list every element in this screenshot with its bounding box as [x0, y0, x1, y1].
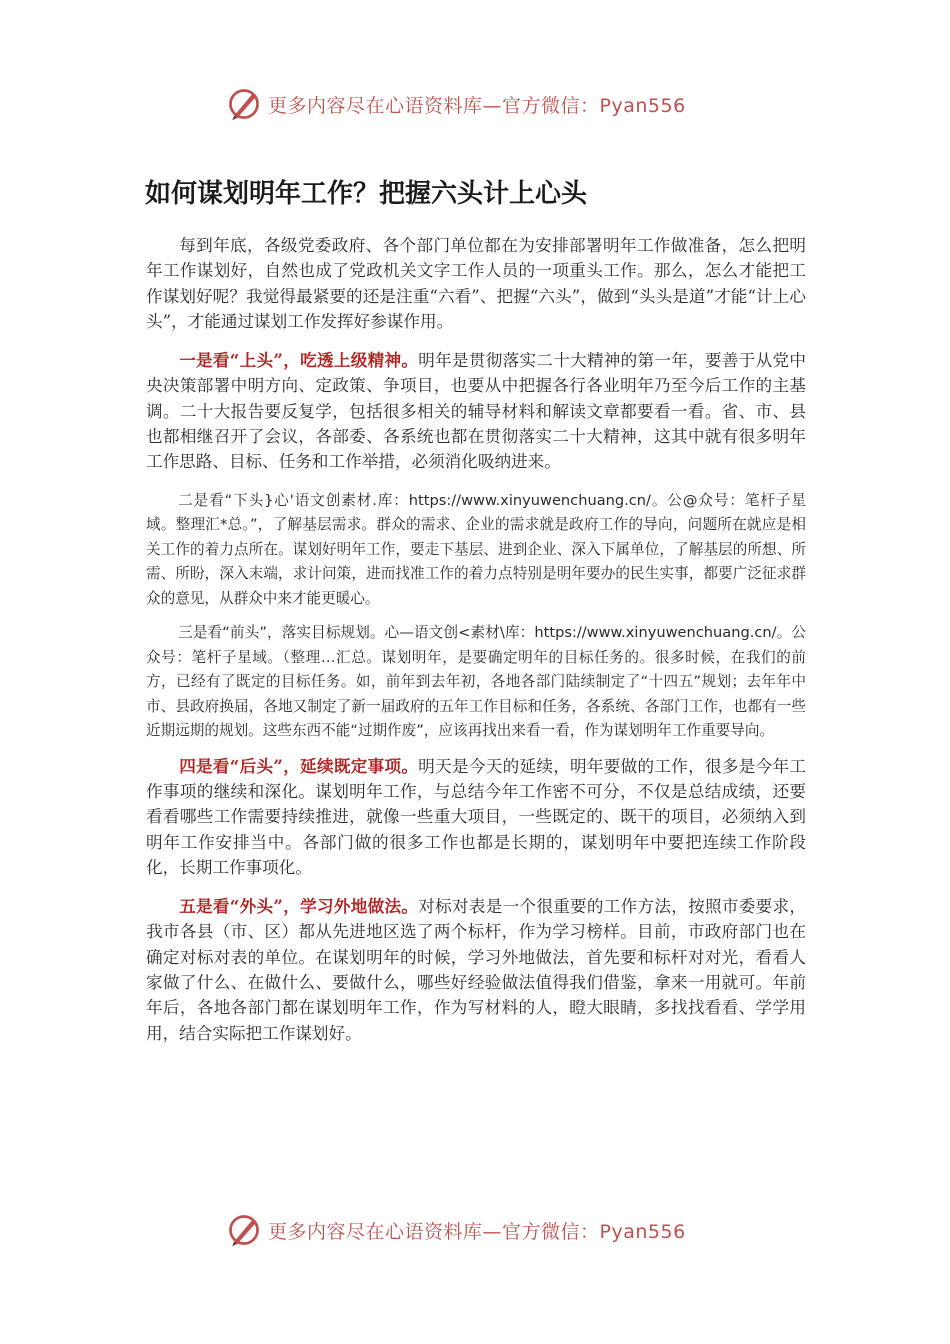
paragraph-text: 明年是贯彻落实二十大精神的第一年，要善于从党中央决策部署中明方向、定政策、争项目，也要从中把握各行各业明年乃至今后工作的主基调。二十大报告要反复学，包括很多相关的辅导材料和解读文章都要看一看。省、市、县也都相继召开了会议，各部委、各系统也都在贯彻落实二十大精神，这其中就有很多明年工作思路、目标、任务和工作举措，必须消化吸纳进来。 [146, 351, 807, 472]
paragraph-intro [146, 233, 806, 334]
paragraph-3 [146, 621, 806, 744]
paragraph-4 [146, 754, 806, 880]
paragraph-5 [146, 894, 806, 1046]
paragraph-text: 三是看“前头”，落实目标规划。心—语文创<素材\库：https://www.xinyuwenchuang.cn/。公众号：笔杆子星域。（整理…汇总。谋划明年，是要确定明年的目标任务的。很多时候，在我们的前方，已经有了既定的目标任务。如，前年到去年初，各地各部门陆续制定了“十四五”规划；去年年中市、县政府换届，各地又制定了新一届政府的五年工作目标和任务，各系统、各部门工作，也都有一些近期远期的规划。这些东西不能“过期作废”，应该再找出来看一看，作为谋划明年工作重要导向。 [146, 624, 806, 740]
paragraph-heading: 一是看“上头”，吃透上级精神。 [179, 350, 419, 371]
article-body [146, 233, 806, 1060]
header-banner [226, 84, 726, 124]
paragraph-text: 对标对表是一个很重要的工作方法，按照市委要求，我市各县（市、区）都从先进地区选了两个标杆，作为学习榜样。目前，市政府部门也在确定对标对表的单位。在谋划明年的时候，学习外地做法，首先要和标杆对对光，看看人家做了什么、在做什么、要做什么，哪些好经验做法值得我们借鉴，拿来一用就可。年前年后，各地各部门都在谋划明年工作，作为写材料的人，瞪大眼睛，多找找看看、学学用用，结合实际把工作谋划好。 [146, 897, 807, 1043]
paragraph-text: 每到年底，各级党委政府、各个部门单位都在为安排部署明年工作做准备，怎么把明年工作谋划好，自然也成了党政机关文字工作人员的一项重头工作。那么，怎么才能把工作谋划好呢？我觉得最紧要的还是注重“六看”、把握“六头”，做到“头头是道”才能“计上心头”，才能通过谋划工作发挥好参谋作用。 [146, 236, 806, 331]
paragraph-text: 二是看“下头}心'语文创素材.库：https://www.xinyuwenchuang.cn/。公@众号：笔杆子星域。整理汇*总。”，了解基层需求。群众的需求、企业的需求就是政府工作的导向，问题所在就应是相关工作的着力点所在。谋划好明年工作，要走下基层、进到企业、深入下属单位，了解基层的所想、所需、所盼，深入末端，求计问策，进而找准工作的着力点特别是明年要办的民生实事，都要广泛征求群众的意见，从群众中来才能更暖心。 [146, 491, 806, 607]
page-title: 如何谋划明年工作？把握六头计上心头 [145, 179, 588, 209]
pen-circle-icon [226, 1212, 262, 1248]
paragraph-2 [146, 489, 806, 612]
paragraph-text: 明天是今天的延续，明年要做的工作，很多是今年工作事项的继续和深化。谋划明年工作，与总结今年工作密不可分，不仅是总结成绩，还要看看哪些工作需要持续推进，就像一些重大项目，一些既定的、既干的项目，必须纳入到明年工作安排当中。各部门做的很多工作也都是长期的，谋划明年中要把连续工作阶段化，长期工作事项化。 [146, 756, 807, 877]
paragraph-1 [146, 348, 806, 474]
paragraph-heading: 五是看“外头”，学习外地做法。 [179, 896, 419, 917]
footer-banner-text: 更多内容尽在心语资料库—官方微信：Pyan556 [268, 1220, 686, 1243]
pen-circle-icon [226, 86, 262, 122]
header-banner-text: 更多内容尽在心语资料库—官方微信：Pyan556 [268, 94, 686, 117]
paragraph-heading: 四是看“后头”，延续既定事项。 [179, 755, 419, 776]
footer-banner [226, 1210, 726, 1250]
